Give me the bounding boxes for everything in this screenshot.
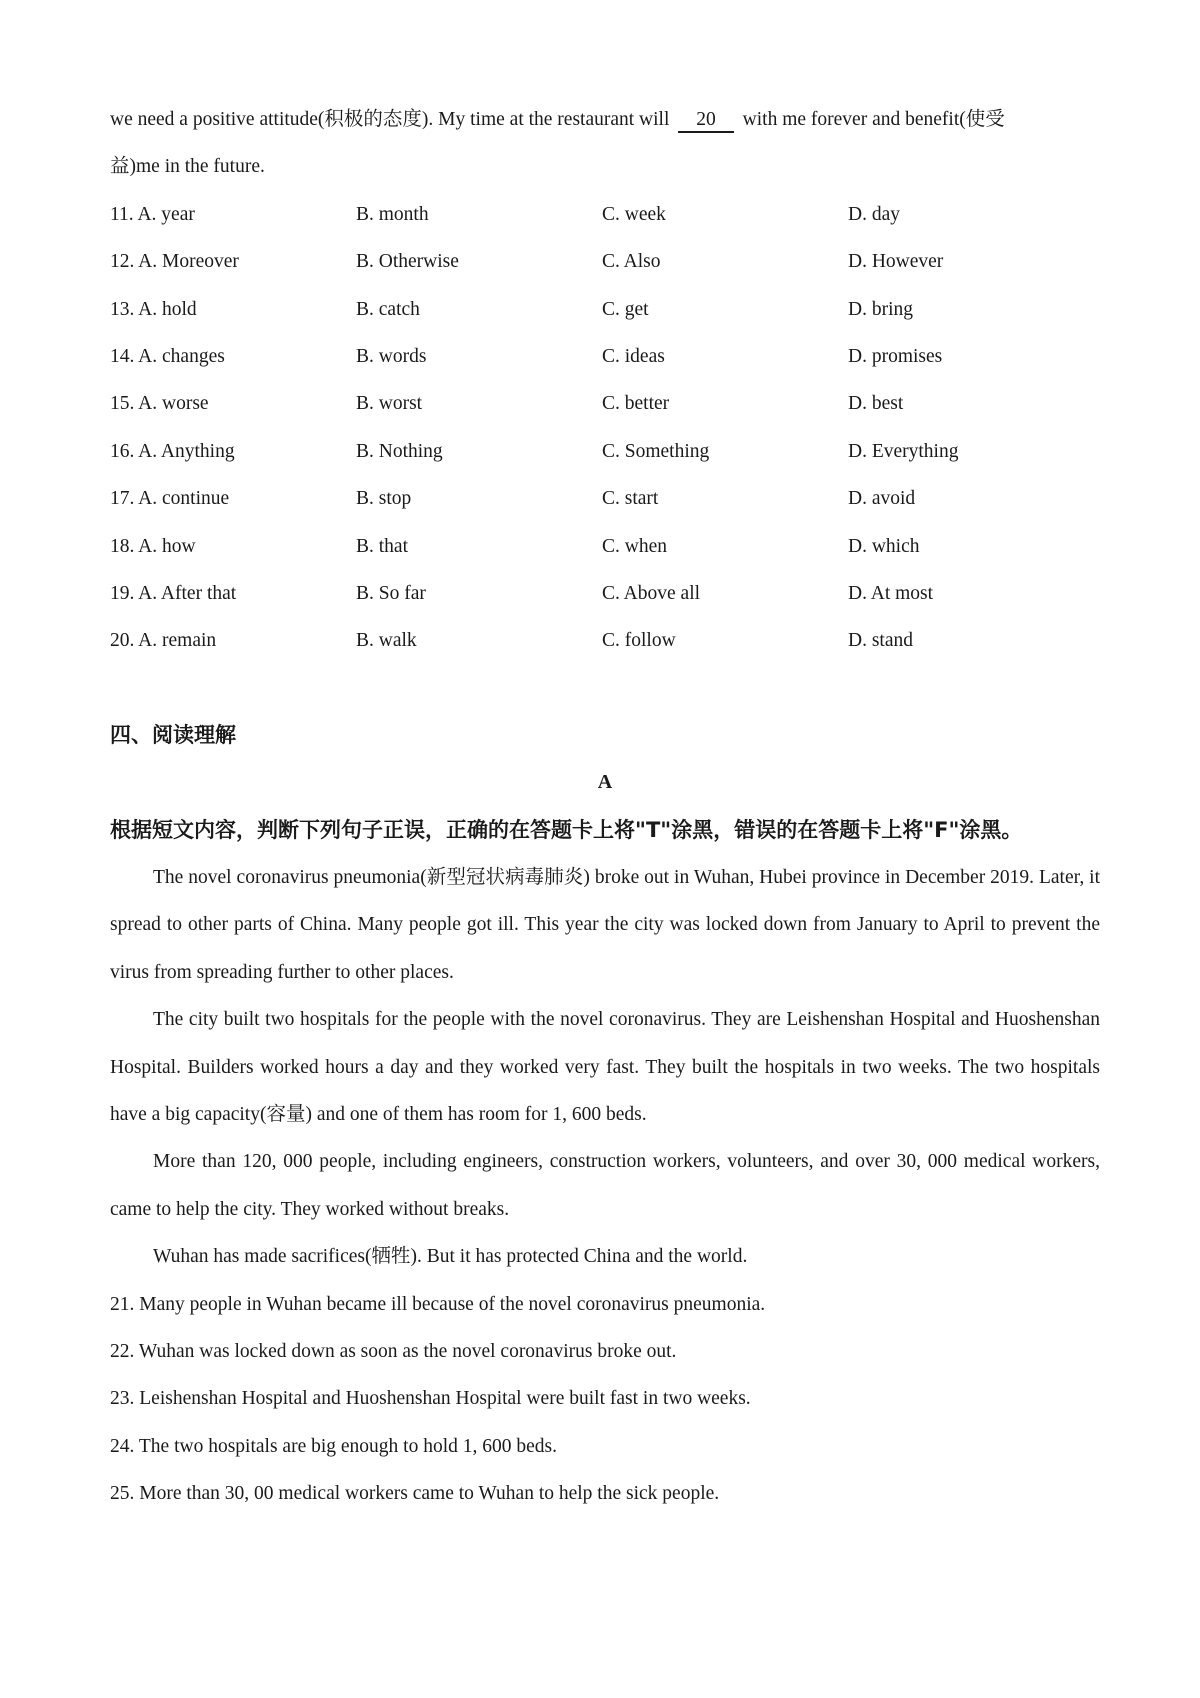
choice-options [110, 191, 1100, 665]
document-page [110, 96, 1100, 1518]
passage-paragraph: The novel coronavirus pneumonia(新型冠状病毒肺炎) broke out in Wuhan, Hubei province in December 2019. Later, it spread to other parts of China. Many people got ill. This year the city was locked down from January to April to prevent the virus from spreading further to other places. [110, 866, 1100, 983]
passage-label: A [597, 771, 613, 794]
instructions: 根据短文内容，判断下列句子正误，正确的在答题卡上将"T"涂黑，错误的在答题卡上将"F"涂黑。 [110, 817, 1023, 842]
option-a: 20. A. remain [110, 630, 217, 652]
option-a: 15. A. worse [110, 393, 209, 415]
section-heading: 四、阅读理解 [110, 722, 236, 747]
option-c: C. ideas [602, 345, 665, 367]
option-b: B. walk [356, 630, 417, 652]
question-list [110, 1281, 1100, 1518]
question-item: 21. Many people in Wuhan became ill because of the novel coronavirus pneumonia. [110, 1293, 766, 1315]
question-item: 22. Wuhan was locked down as soon as the novel coronavirus broke out. [110, 1341, 677, 1362]
option-c: C. get [602, 298, 649, 320]
option-d: D. which [848, 535, 920, 557]
intro-text-before-blank: we need a positive attitude(积极的态度). My time at the restaurant will [110, 109, 670, 130]
option-c: C. week [602, 203, 666, 225]
option-d: D. avoid [848, 488, 916, 510]
option-d: D. stand [848, 630, 913, 652]
option-a: 19. A. After that [110, 582, 237, 604]
option-d: D. best [848, 393, 904, 415]
option-d: D. However [848, 251, 944, 273]
passage-paragraph: Wuhan has made sacrifices(牺牲). But it has protected China and the world. [153, 1246, 748, 1268]
option-a: 13. A. hold [110, 298, 197, 320]
option-row-12 [110, 238, 1100, 285]
option-row-13 [110, 286, 1100, 333]
option-c: C. better [602, 393, 670, 415]
option-c: C. start [602, 488, 659, 510]
option-c: C. Also [602, 251, 661, 273]
intro-line-1 [110, 96, 1100, 143]
option-d: D. bring [848, 298, 913, 320]
option-b: B. words [356, 345, 427, 367]
option-row-16 [110, 428, 1100, 475]
option-row-14 [110, 333, 1100, 380]
intro-line-2: 益)me in the future. [110, 156, 265, 178]
passage-paragraph: More than 120, 000 people, including engineers, construction workers, volunteers, and over 30, 000 medical workers, came to help the city. They worked without breaks. [110, 1151, 1100, 1220]
option-a: 18. A. how [110, 535, 196, 557]
question-item: 24. The two hospitals are big enough to hold 1, 600 beds. [110, 1435, 558, 1457]
option-c: C. when [602, 535, 667, 557]
option-d: D. day [848, 203, 900, 225]
option-d: D. Everything [848, 440, 959, 462]
option-b: B. Nothing [356, 440, 443, 462]
option-row-11 [110, 191, 1100, 238]
question-item: 25. More than 30, 00 medical workers came to Wuhan to help the sick people. [110, 1483, 720, 1505]
option-d: D. promises [848, 345, 943, 367]
option-row-20 [110, 617, 1100, 664]
option-a: 11. A. year [110, 203, 195, 225]
option-a: 17. A. continue [110, 488, 230, 510]
intro-text-after-blank: with me forever and benefit(使受 [742, 109, 1005, 130]
option-a: 14. A. changes [110, 345, 225, 367]
option-b: B. Otherwise [356, 251, 459, 273]
option-c: C. Above all [602, 582, 701, 604]
passage-paragraph: The city built two hospitals for the people with the novel coronavirus. They are Leishenshan Hospital and Huoshenshan Hospital. Builders worked hours a day and they worked very fast. They built the hospitals in two weeks. The two hospitals have a big capacity(容量) and one of them has room for 1, 600 beds. [110, 1009, 1100, 1125]
option-b: B. So far [356, 582, 426, 604]
option-b: B. catch [356, 298, 420, 320]
option-c: C. follow [602, 630, 676, 652]
question-item: 23. Leishenshan Hospital and Huoshenshan Hospital were built fast in two weeks. [110, 1388, 751, 1410]
option-b: B. worst [356, 393, 423, 415]
option-row-15 [110, 380, 1100, 427]
reading-passage [110, 854, 1100, 1281]
option-b: B. month [356, 203, 429, 225]
option-b: B. stop [356, 488, 412, 510]
option-b: B. that [356, 535, 408, 557]
option-d: D. At most [848, 582, 934, 604]
option-row-18 [110, 523, 1100, 570]
option-row-17 [110, 475, 1100, 522]
option-c: C. Something [602, 440, 710, 462]
option-row-19 [110, 570, 1100, 617]
answer-blank-20: 20 [678, 109, 734, 133]
option-a: 12. A. Moreover [110, 251, 239, 273]
option-a: 16. A. Anything [110, 440, 235, 462]
